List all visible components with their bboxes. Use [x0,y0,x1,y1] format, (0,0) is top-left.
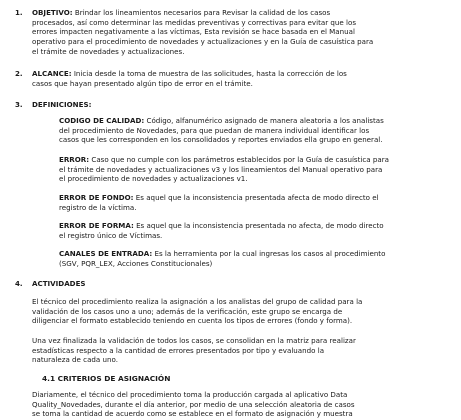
section-number-alcance: 2. [15,69,23,78]
paragraph-line: El técnico del procedimiento realiza la asignación a los analistas del grupo de calidad para la [32,297,363,306]
definition-term: ERROR DE FONDO: [59,193,134,202]
paragraph-line: Diariamente, el técnico del procedimiento toma la producción cargada al aplicativo Data [32,390,348,399]
section-title-actividades: ACTIVIDADES [32,279,86,288]
definition-term: ERROR DE FORMA: [59,221,134,230]
section-number-actividades: 4. [15,279,23,288]
definition-codigo-calidad [59,116,423,145]
definition-line: el procedimiento de novedades y actualizaciones v1. [59,174,248,184]
section-title-objetivo: OBJETIVO: [32,8,73,17]
definition-line: registro de la víctima. [59,202,137,212]
section-alcance [32,69,423,88]
actividades-paragraph-2 [32,336,423,365]
objetivo-line: errores impacten negativamente a las víctimas, Esta revisión se hace basada en el Manual [32,27,355,37]
subsection-title-criterios: 4.1 CRITERIOS DE ASIGNACIÓN [42,374,171,383]
section-title-alcance: ALCANCE: [32,69,72,78]
paragraph-line: estadísticas respecto a la cantidad de errores presentados por tipo y evaluando la [32,345,325,355]
definition-line: el registro único de Víctimas. [59,230,163,240]
definition-term: CODIGO DE CALIDAD: [59,116,145,125]
definition-line: (SGV, PQR_LEX, Acciones Constitucionales) [59,258,213,268]
definition-line: Es la herramienta por la cual ingresas los casos al procedimiento [154,249,386,258]
definition-error [59,155,423,184]
paragraph-line: se toma la cantidad de acuerdo como se establece en el formato de asignación y muestra [32,409,353,419]
section-title-definiciones: DEFINICIONES: [32,100,92,109]
definition-canales-entrada [59,249,423,268]
definition-error-forma [59,221,423,240]
definition-line: el trámite de novedades y actualizaciones v3 y los lineamientos del Manual operativo para [59,164,383,174]
paragraph-line: Una vez finalizada la validación de todos los casos, se consolidan en la matriz para realizar [32,336,356,345]
paragraph-line: Quality_Novedades, durante el día anterior, por medio de una selección aleatoria de casos [32,399,355,409]
definition-error-fondo [59,193,423,212]
actividades-paragraph-1 [32,297,423,326]
definition-term: CANALES DE ENTRADA: [59,249,153,258]
objetivo-line: procesados, así como determinar las medidas preventivas y correctivas para evitar que los [32,17,357,27]
paragraph-line: diligenciar el formato establecido teniendo en cuenta los tipos de errores (fondo y forma). [32,316,353,326]
definition-line: Caso que no cumple con los parámetros establecidos por la Guía de casuística para [91,155,389,164]
definition-line: del procedimiento de Novedades, para que puedan de manera individual identificar los [59,125,370,135]
definition-line: Es aquel que la inconsistencia presentada afecta de modo directo el [135,193,379,202]
objetivo-line: operativo para el procedimiento de novedades y actualizaciones y en la Guía de casuística para [32,37,374,47]
objetivo-line: el trámite de novedades y actualizaciones. [32,46,185,56]
section-number-objetivo: 1. [15,8,23,17]
section-number-definiciones: 3. [15,100,23,109]
alcance-line: Inicia desde la toma de muestra de las solicitudes, hasta la corrección de los [73,69,347,78]
definition-line: casos que les corresponden en los consolidados y reportes enviados ella grupo en general. [59,135,383,145]
section-objetivo [32,8,423,57]
paragraph-line: validación de los casos uno a uno; además de la verificación, este grupo se encarga de [32,306,343,316]
paragraph-line: naturaleza de cada uno. [32,355,118,365]
definition-line: Es aquel que la inconsistencia presentada no afecta, de modo directo [136,221,384,230]
objetivo-line: Brindar los lineamientos necesarios para Revisar la calidad de los casos [74,8,331,17]
definition-term: ERROR: [59,155,90,164]
definition-line: Código, alfanumérico asignado de manera aleatoria a los analistas [146,116,384,125]
alcance-line: casos que hayan presentado algún tipo de error en el trámite. [32,78,253,88]
criterios-paragraph [32,390,423,419]
